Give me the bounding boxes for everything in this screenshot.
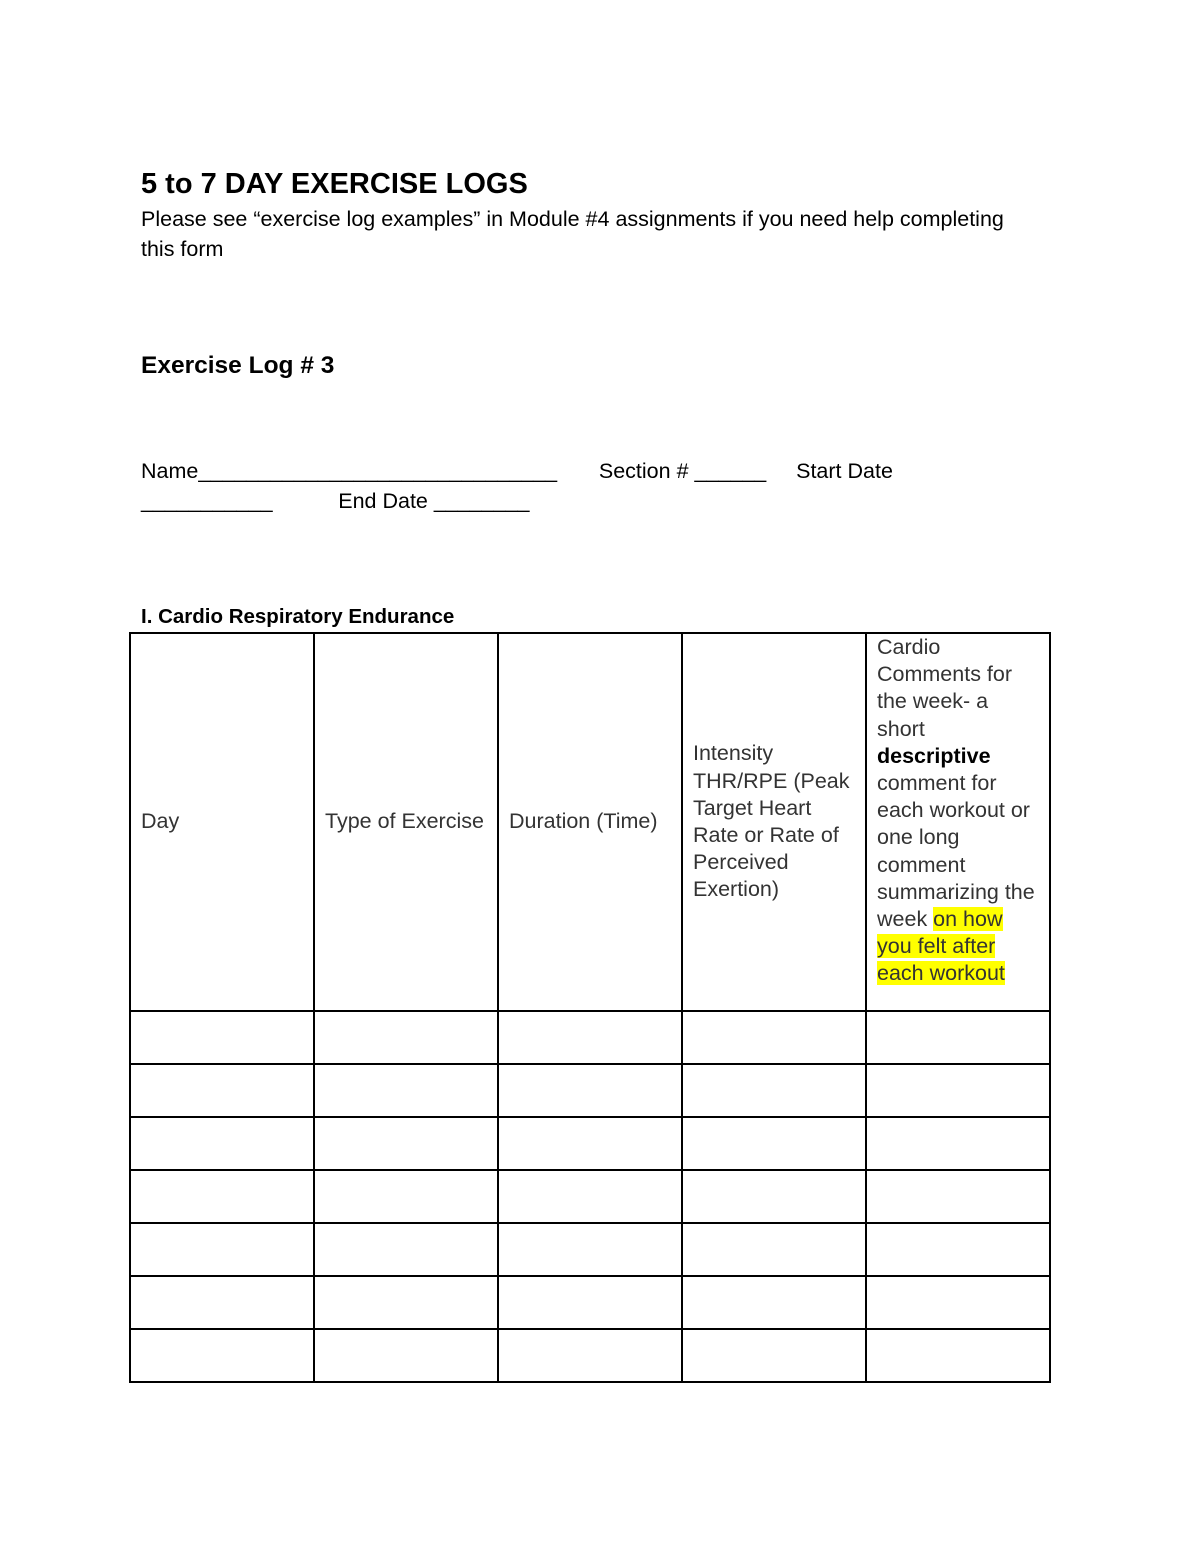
log-table-body [130,1011,1050,1382]
column-header-type: Type of Exercise [314,633,498,1011]
table-cell-intensity[interactable] [682,1223,866,1276]
table-cell-duration[interactable] [498,1117,682,1170]
column-header-duration: Duration (Time) [498,633,682,1011]
table-cell-day[interactable] [130,1117,314,1170]
table-cell-day[interactable] [130,1064,314,1117]
table-cell-day[interactable] [130,1329,314,1382]
table-cell-intensity[interactable] [682,1011,866,1064]
table-cell-type[interactable] [314,1276,498,1329]
table-cell-duration[interactable] [498,1064,682,1117]
table-row [130,1117,1050,1170]
table-row [130,1170,1050,1223]
table-header-row [130,633,1050,1011]
table-cell-day[interactable] [130,1223,314,1276]
table-cell-intensity[interactable] [682,1064,866,1117]
table-cell-comments[interactable] [866,1011,1050,1064]
comments-text-part: comment for each workout or one long comment summarizing the week [877,771,1035,932]
table-cell-duration[interactable] [498,1223,682,1276]
table-cell-duration[interactable] [498,1329,682,1382]
table-cell-duration[interactable] [498,1276,682,1329]
table-cell-day[interactable] [130,1011,314,1064]
table-cell-day[interactable] [130,1170,314,1223]
table-row [130,1064,1050,1117]
table-row [130,1223,1050,1276]
table-cell-comments[interactable] [866,1329,1050,1382]
table-cell-type[interactable] [314,1170,498,1223]
start-end-date-fields: ___________ End Date ________ [141,489,530,513]
table-cell-comments[interactable] [866,1064,1050,1117]
table-row [130,1011,1050,1064]
table-cell-type[interactable] [314,1064,498,1117]
column-header-day: Day [130,633,314,1011]
table-cell-duration[interactable] [498,1011,682,1064]
comments-bold-text: descriptive [877,743,991,768]
exercise-log-heading: Exercise Log # 3 [141,352,335,379]
cardio-log-table [129,632,1051,1383]
table-cell-intensity[interactable] [682,1117,866,1170]
instructions-text: Please see “exercise log examples” in Module #4 assignments if you need help completing this form [141,207,1004,261]
table-cell-comments[interactable] [866,1276,1050,1329]
comments-highlighted-text: on how you felt after each workout [877,907,1005,986]
column-header-comments [866,633,1050,1011]
table-cell-day[interactable] [130,1276,314,1329]
column-header-intensity: Intensity THR/RPE (Peak Target Heart Rate or Rate of Perceived Exertion) [682,633,866,1011]
page-title: 5 to 7 DAY EXERCISE LOGS [141,168,528,200]
table-cell-comments[interactable] [866,1117,1050,1170]
table-row [130,1329,1050,1382]
section-heading: I. Cardio Respiratory Endurance [141,605,455,628]
table-cell-intensity[interactable] [682,1170,866,1223]
name-section-start-date-fields: Name______________________________ Section # ______ Start Date [141,459,893,483]
table-cell-comments[interactable] [866,1170,1050,1223]
comments-text-part: Cardio Comments for the week- a short [877,635,1013,741]
table-cell-type[interactable] [314,1117,498,1170]
table-cell-intensity[interactable] [682,1276,866,1329]
table-cell-comments[interactable] [866,1223,1050,1276]
table-cell-duration[interactable] [498,1170,682,1223]
table-cell-intensity[interactable] [682,1329,866,1382]
table-cell-type[interactable] [314,1223,498,1276]
table-row [130,1276,1050,1329]
table-cell-type[interactable] [314,1011,498,1064]
table-cell-type[interactable] [314,1329,498,1382]
